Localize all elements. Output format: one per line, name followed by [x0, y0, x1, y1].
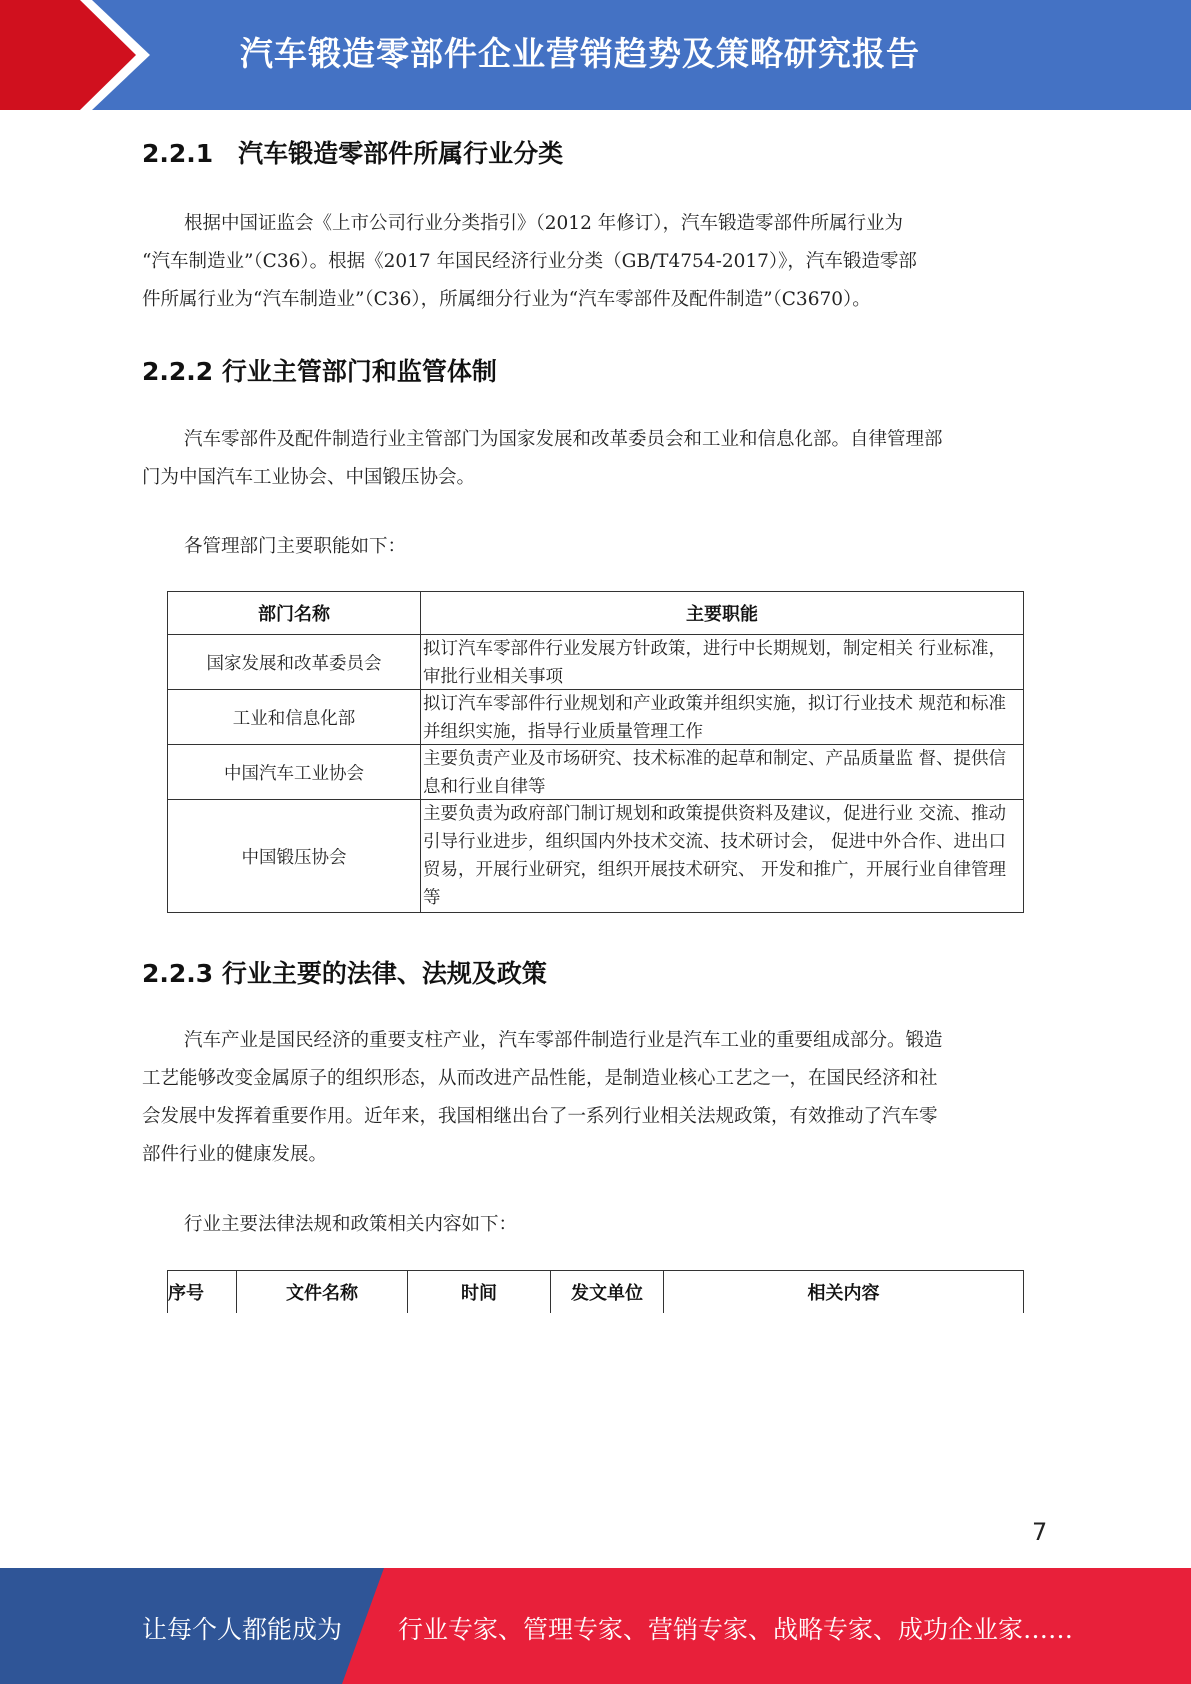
table-header-cell: 文件名称: [237, 1271, 408, 1314]
table-header-cell: 发文单位: [551, 1271, 664, 1314]
laws-policies-table: [167, 1270, 1024, 1313]
table-header-row: [168, 1271, 1024, 1314]
table-header-row: [168, 592, 1024, 635]
dept-function-text: 主要负责为政府部门制订规划和政策提供资料及建议，促进行业 交流、推动引导行业进步，组织国内外技术交流、技术研讨会， 促进中外合作、进出口贸易，开展行业研究，组织开展技术研究、 开发和推广，开展行业自律管理等: [423, 804, 1007, 908]
dept-function-cell: [421, 635, 1024, 690]
dept-function-cell: [421, 800, 1024, 913]
para-line: 会发展中发挥着重要作用。近年来，我国相继出台了一系列行业相关法规政策，有效推动了汽车零: [142, 1106, 938, 1127]
para-line: 汽车零部件及配件制造行业主管部门为国家发展和改革委员会和工业和信息化部。自律管理部: [184, 429, 943, 450]
dept-name-cell: 中国锻压协会: [168, 800, 421, 913]
dept-name-cell: 国家发展和改革委员会: [168, 635, 421, 690]
table-row: [168, 635, 1024, 690]
section-heading-223: 2.2.3 行业主要的法律、法规及政策: [142, 959, 547, 988]
page-number: 7: [1032, 1518, 1048, 1546]
report-title: 汽车锻造零部件企业营销趋势及策略研究报告: [240, 34, 920, 73]
header-banner: [0, 0, 1191, 110]
table-row: [168, 745, 1024, 800]
table2-intro: [142, 1206, 1048, 1244]
para-line: 件所属行业为“汽车制造业”（C36），所属细分行业为“汽车零部件及配件制造”（C3670）。: [142, 289, 871, 310]
dept-function-text: 拟订汽车零部件行业规划和产业政策并组织实施，拟订行业技术 规范和标准并组织实施，指导行业质量管理工作: [423, 694, 1007, 742]
section-221-body: [142, 205, 1048, 319]
footer-slogan-left: 让每个人都能成为: [142, 1615, 343, 1644]
dept-name-cell: 工业和信息化部: [168, 690, 421, 745]
table-header-cell: 时间: [408, 1271, 551, 1314]
section-heading-221: 2.2.1 汽车锻造零部件所属行业分类: [142, 139, 564, 168]
dept-function-text: 拟订汽车零部件行业发展方针政策，进行中长期规划，制定相关 行业标准，审批行业相关事项: [423, 639, 1007, 687]
section-heading-222: 2.2.2 行业主管部门和监管体制: [142, 357, 497, 386]
department-functions-table: [167, 591, 1024, 913]
dept-function-cell: [421, 690, 1024, 745]
para-line: 汽车产业是国民经济的重要支柱产业，汽车零部件制造行业是汽车工业的重要组成部分。锻造: [184, 1030, 943, 1051]
section-222-body: [142, 421, 1048, 497]
para-line: 根据中国证监会《上市公司行业分类指引》（2012 年修订），汽车锻造零部件所属行业为: [184, 213, 903, 234]
table-row: [168, 690, 1024, 745]
footer-slogan-right: 行业专家、管理专家、营销专家、战略专家、成功企业家……: [398, 1615, 1074, 1644]
dept-function-cell: [421, 745, 1024, 800]
table1-intro: [142, 528, 1048, 566]
section-223-body: [142, 1022, 1048, 1174]
para-line: 工艺能够改变金属原子的组织形态，从而改进产品性能，是制造业核心工艺之一，在国民经济和社: [142, 1068, 938, 1089]
footer-banner: [0, 1568, 1191, 1684]
para-line: 行业主要法律法规和政策相关内容如下：: [184, 1214, 518, 1235]
table-header-cell: 部门名称: [168, 592, 421, 635]
table-row: [168, 800, 1024, 913]
para-line: 门为中国汽车工业协会、中国锻压协会。: [142, 467, 476, 488]
para-line: 各管理部门主要职能如下：: [184, 536, 407, 557]
dept-name-cell: 中国汽车工业协会: [168, 745, 421, 800]
table-header-cell: 主要职能: [421, 592, 1024, 635]
para-line: 部件行业的健康发展。: [142, 1144, 328, 1165]
table-header-cell: 相关内容: [664, 1271, 1024, 1314]
table-header-cell: 序号: [168, 1271, 237, 1314]
dept-function-text: 主要负责产业及市场研究、技术标准的起草和制定、产品质量监 督、提供信息和行业自律等: [423, 749, 1007, 797]
para-line: “汽车制造业”（C36）。根据《2017 年国民经济行业分类（GB/T4754-2017）》，汽车锻造零部: [142, 251, 917, 272]
